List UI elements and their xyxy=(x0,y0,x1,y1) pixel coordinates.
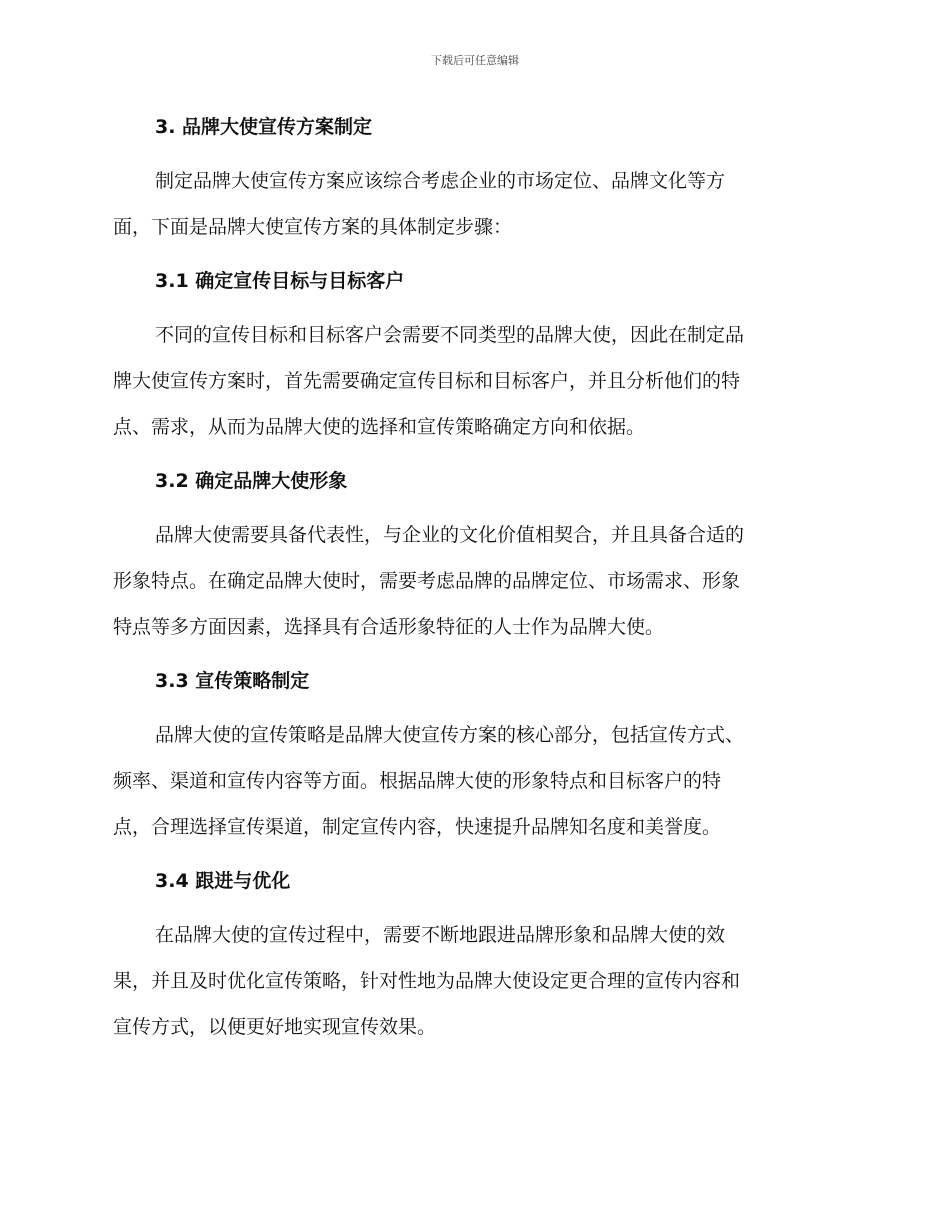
page-header: 下载后可任意编辑 xyxy=(431,54,519,67)
paragraph xyxy=(113,312,833,450)
paragraph xyxy=(113,512,833,650)
paragraph xyxy=(113,158,833,250)
paragraph-line: 在品牌大使的宣传过程中，需要不断地跟进品牌形象和品牌大使的效 xyxy=(155,924,726,946)
paragraph-line: 形象特点。在确定品牌大使时，需要考虑品牌的品牌定位、市场需求、形象 xyxy=(113,570,741,592)
paragraph-line: 点，合理选择宣传渠道，制定宣传内容，快速提升品牌知名度和美誉度。 xyxy=(113,816,722,838)
paragraph-line: 不同的宣传目标和目标客户会需要不同类型的品牌大使，因此在制定品 xyxy=(155,324,745,346)
section-heading: 3.1 确定宣传目标与目标客户 xyxy=(155,270,405,292)
paragraph-line: 频率、渠道和宣传内容等方面。根据品牌大使的形象特点和目标客户的特 xyxy=(113,770,722,792)
section-heading: 3.3 宣传策略制定 xyxy=(155,670,310,692)
section-heading: 3. 品牌大使宣传方案制定 xyxy=(155,116,373,138)
section-heading: 3.4 跟进与优化 xyxy=(155,870,291,892)
paragraph-line: 品牌大使需要具备代表性，与企业的文化价值相契合，并且具备合适的 xyxy=(155,524,745,546)
section-heading: 3.2 确定品牌大使形象 xyxy=(155,470,348,492)
paragraph-line: 面，下面是品牌大使宣传方案的具体制定步骤： xyxy=(113,216,513,238)
paragraph-line: 宣传方式，以便更好地实现宣传效果。 xyxy=(113,1016,437,1038)
paragraph-line: 特点等多方面因素，选择具有合适形象特征的人士作为品牌大使。 xyxy=(113,616,665,638)
paragraph-line: 点、需求，从而为品牌大使的选择和宣传策略确定方向和依据。 xyxy=(113,416,646,438)
paragraph-line: 牌大使宣传方案时，首先需要确定宣传目标和目标客户，并且分析他们的特 xyxy=(113,370,741,392)
paragraph xyxy=(113,712,833,850)
paragraph-line: 品牌大使的宣传策略是品牌大使宣传方案的核心部分，包括宣传方式、 xyxy=(155,724,745,746)
paragraph xyxy=(113,912,833,1050)
paragraph-line: 制定品牌大使宣传方案应该综合考虑企业的市场定位、品牌文化等方 xyxy=(155,170,726,192)
document-body xyxy=(113,110,833,1064)
paragraph-line: 果，并且及时优化宣传策略，针对性地为品牌大使设定更合理的宣传内容和 xyxy=(113,970,741,992)
